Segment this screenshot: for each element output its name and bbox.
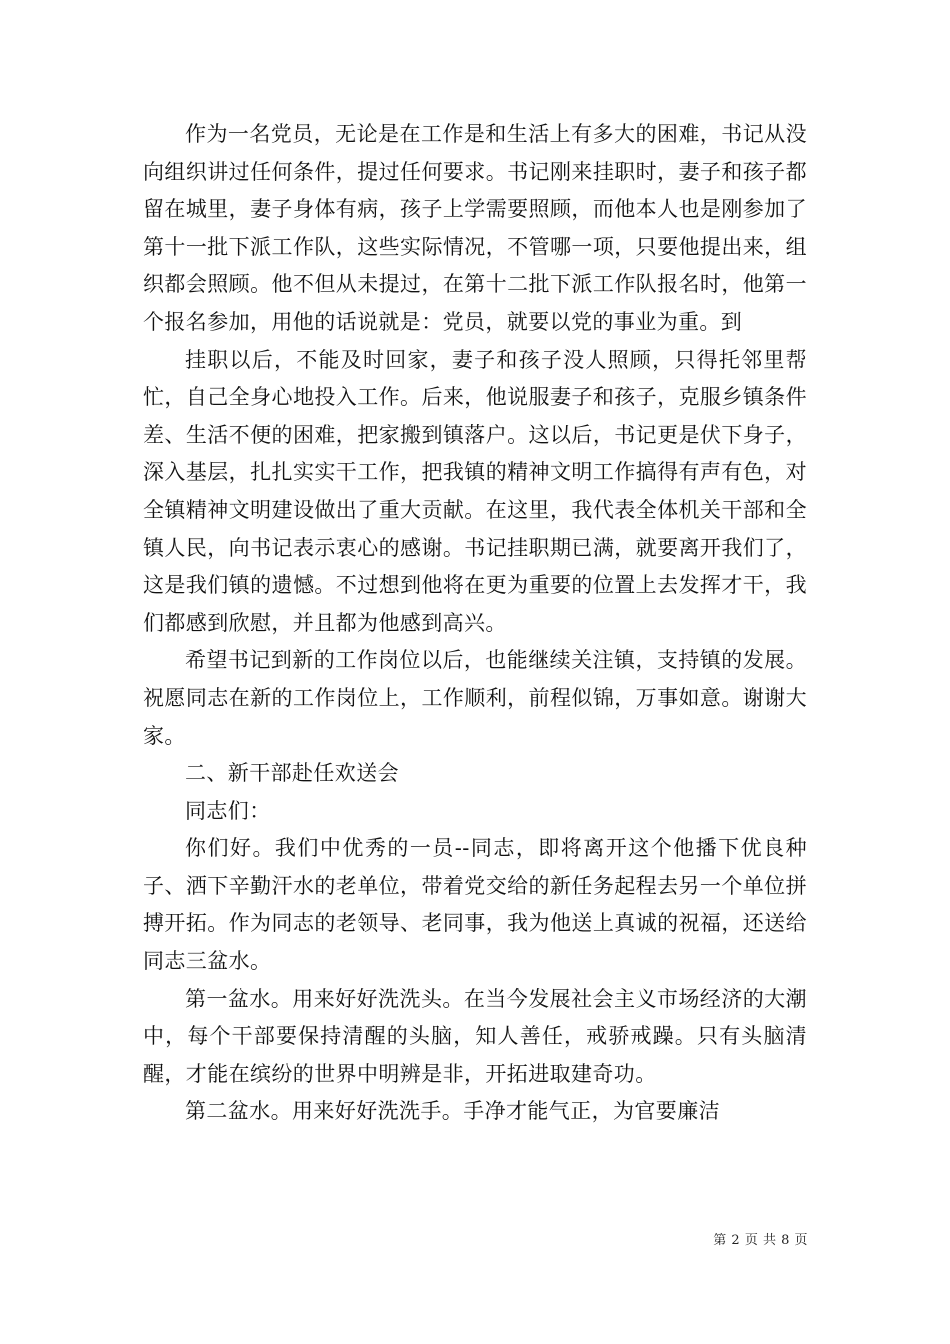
section-heading: 二、新干部赴任欢送会 [185,761,399,786]
paragraph-greeting: 你们好。我们中优秀的一员--同志，即将离开这个他播下优良种子、洒下辛勤汗水的老单位，带着党交给的新任务起程去另一个单位拼搏开拓。作为同志的老领导、老同事，我为他送上真诚的祝福，还送给同志三盆水。 [143,836,807,974]
paragraph-first-basin: 第一盆水。用来好好洗洗头。在当今发展社会主义市场经济的大潮中，每个干部要保持清醒的头脑，知人善任，戒骄戒躁。只有头脑清醒，才能在缤纷的世界中明辨是非，开拓进取建奇功。 [143,986,807,1086]
salutation: 同志们： [185,798,271,823]
paragraph-party-member: 作为一名党员，无论是在工作是和生活上有多大的困难，书记从没向组织讲过任何条件，提过任何要求。书记刚来挂职时，妻子和孩子都留在城里，妻子身体有病，孩子上学需要照顾，而他本人也是刚参加了第十一批下派工作队，这些实际情况，不管哪一项，只要他提出来，组织都会照顾。他不但从未提过，在第十二批下派工作队报名时，他第一个报名参加，用他的话说就是：党员，就要以党的事业为重。到 [143,122,807,334]
paragraph-second-basin: 第二盆水。用来好好洗洗手。手净才能气正，为官要廉洁 [185,1099,720,1124]
paragraph-wishes: 希望书记到新的工作岗位以后，也能继续关注镇，支持镇的发展。祝愿同志在新的工作岗位上，工作顺利，前程似锦，万事如意。谢谢大家。 [143,648,807,748]
document-body [143,116,807,1131]
paragraph-post-duty: 挂职以后，不能及时回家，妻子和孩子没人照顾，只得托邻里帮忙，自己全身心地投入工作。后来，他说服妻子和孩子，克服乡镇条件差、生活不便的困难，把家搬到镇落户。这以后，书记更是伏下身子，深入基层，扎扎实实干工作，把我镇的精神文明工作搞得有声有色，对全镇精神文明建设做出了重大贡献。在这里，我代表全体机关干部和全镇人民，向书记表示衷心的感谢。书记挂职期已满，就要离开我们了，这是我们镇的遗憾。不过想到他将在更为重要的位置上去发挥才干，我们都感到欣慰，并且都为他感到高兴。 [143,347,807,635]
page-number-footer: 第 2 页 共 8 页 [713,1233,808,1248]
